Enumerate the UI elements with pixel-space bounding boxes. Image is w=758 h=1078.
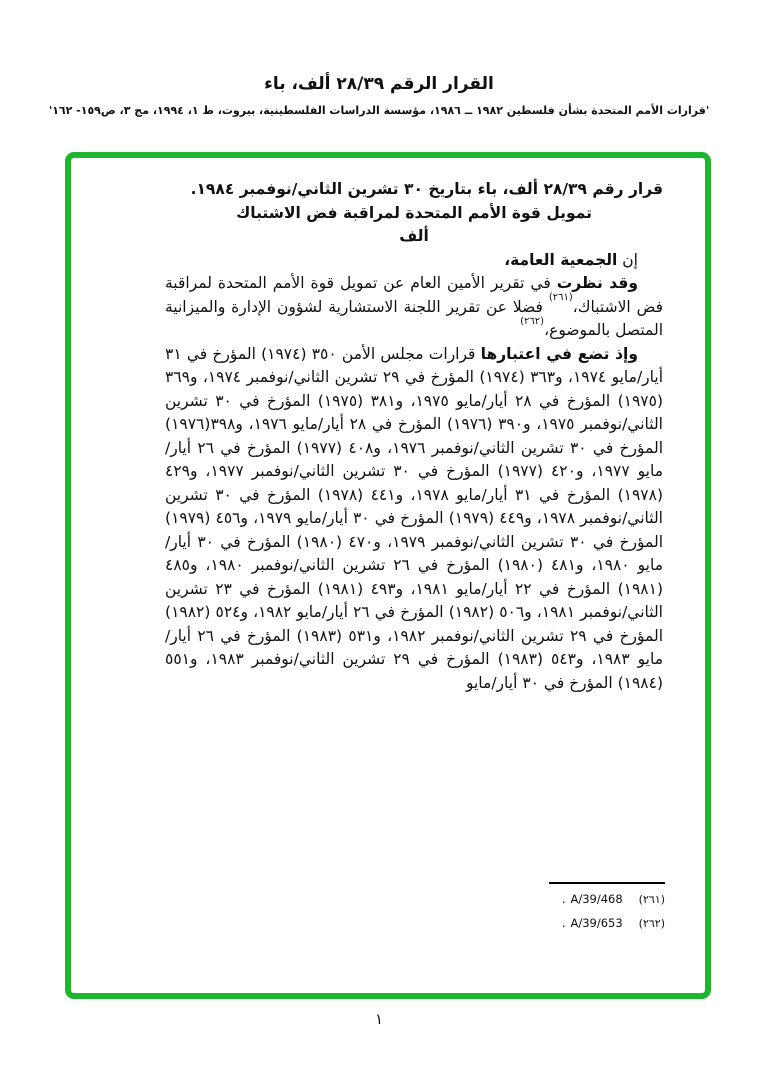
recalling-body: قرارات مجلس الأمن ٣٥٠ (١٩٧٤) المؤرخ في ٣١ أيار/مايو ١٩٧٤، و٣٦٣ (١٩٧٤) المؤرخ في ٢٩ تشرين الثاني/نوفمبر ١٩٧٤، و٣٦٩ (١٩٧٥) المؤرخ في ٢٨ أيار/مايو ١٩٧٥، و٣٨١ (١٩٧٥) المؤرخ في ٣٠ تشرين الثاني/نوفمبر ١٩٧٥، و٣٩٠ (١٩٧٦) المؤرخ في ٢٨ أيار/مايو ١٩٧٦، و٣٩٨(١٩٧٦) المؤرخ في ٣٠ تشرين الثاني/نوفمبر ١٩٧٦، و٤٠٨ (١٩٧٧) المؤرخ في ٢٦ أيار/مايو ١٩٧٧، و٤٢٠ (١٩٧٧) المؤرخ في ٣٠ تشرين الثاني/نوفمبر ١٩٧٧، و٤٢٩ (١٩٧٨) المؤرخ في ٣١ أيار/مايو ١٩٧٨، و٤٤١ (١٩٧٨) المؤرخ في ٣٠ تشرين الثاني/نوفمبر ١٩٧٨، و٤٤٩ (١٩٧٩) المؤرخ في ٣٠ أيار/مايو ١٩٧٩، و٤٥٦ (١٩٧٩) المؤرخ في ٣٠ تشرين الثاني/نوفمبر ١٩٧٩، و٤٧٠ (١٩٨٠) المؤرخ في ٣٠ أيار/مايو ١٩٨٠، و٤٨١ (١٩٨٠) المؤرخ في ٢٦ تشرين الثاني/نوفمبر ١٩٨٠، و٤٨٥ (١٩٨١) المؤرخ في ٢٢ أيار/مايو ١٩٨١، و٤٩٣ (١٩٨١) المؤرخ في ٢٣ تشرين الثاني/نوفمبر ١٩٨١، و٥٠٦ (١٩٨٢) المؤرخ في ٢٦ أيار/مايو ١٩٨٢، و٥٢٤ (١٩٨٢) المؤرخ في ٢٩ تشرين الثاني/نوفمبر ١٩٨٢، و٥٣١ (١٩٨٣) المؤرخ في ٢٦ أيار/مايو ١٩٨٣، و٥٤٣ (١٩٨٣) المؤرخ في ٢٩ تشرين الثاني/نوفمبر ١٩٨٣، و٥٥١ (١٩٨٤) المؤرخ في ٣٠ أيار/مايو	[165, 344, 664, 692]
page-number: ١	[374, 1010, 384, 1028]
footnote-divider	[549, 882, 665, 884]
considered-paragraph	[165, 272, 663, 343]
footnote-doc-symbol: A/39/653	[570, 916, 623, 930]
document-header	[0, 74, 758, 117]
footnote-261	[549, 892, 665, 906]
footnote-ref-261: (٢٦١)	[548, 292, 573, 304]
assembly-line	[165, 249, 663, 273]
considered-body-b: فضلا عن تقرير اللجنة الاستشارية لشؤون الإدارة والميزانية المتصل بالموضوع،	[165, 297, 663, 339]
footnote-period: .	[561, 916, 566, 930]
highlight-annotation-box	[65, 152, 711, 999]
section-label: ألف	[399, 227, 429, 245]
considered-lead: وقد نظرت	[556, 274, 638, 292]
footnotes-block	[549, 882, 665, 940]
footnote-262	[549, 916, 665, 930]
recalling-paragraph	[165, 343, 663, 696]
resolution-text	[165, 178, 663, 695]
footnote-marker: (٢٦١)	[638, 893, 665, 906]
footnote-marker: (٢٦٢)	[638, 917, 665, 930]
assembly-emphasis: الجمعية العامة،	[504, 250, 618, 269]
resolution-intro: قرار رقم ٢٨/٣٩ ألف، باء بتاريخ ٣٠ تشرين الثاني/نوفمبر ١٩٨٤.	[190, 180, 663, 198]
assembly-lead: إن	[617, 250, 638, 269]
recalling-lead: وإذ تضع في اعتبارها	[480, 344, 638, 363]
footnote-doc-symbol: A/39/468	[570, 892, 623, 906]
source-citation: 'قرارات الأمم المتحدة بشأن فلسطين ١٩٨٢ ــ ١٩٨٦، مؤسسة الدراسات الفلسطينية، بيروت، ط ١، ١٩٩٤، مج ٣، ص١٥٩- ١٦٢'	[48, 104, 710, 117]
resolution-heading: تمويل قوة الأمم المتحدة لمراقبة فض الاشتباك	[236, 203, 592, 222]
page-title: القرار الرقم ٢٨/٣٩ ألف، باء	[264, 74, 494, 94]
footnote-ref-262: (٢٦٢)	[520, 315, 545, 327]
footnote-period: .	[561, 892, 566, 906]
considered-body-a: في تقرير الأمين العام عن تمويل قوة الأمم المتحدة لمراقبة فض الاشتباك،	[165, 274, 663, 316]
